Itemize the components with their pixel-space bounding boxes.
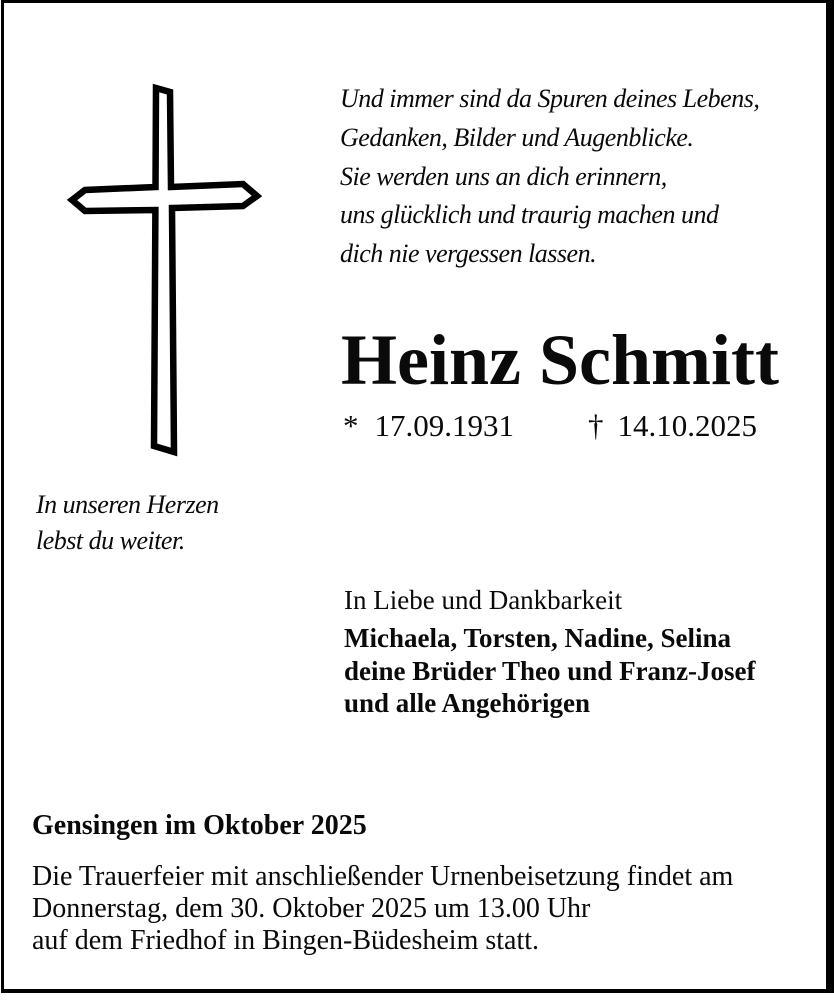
life-dates [343, 407, 757, 445]
memorial-verse [340, 80, 800, 274]
ceremony-details [32, 861, 822, 957]
mourners-line: und alle Angehörigen [344, 688, 591, 718]
memorial-verse-line: Sie werden uns an dich erinnern, [340, 161, 667, 191]
birth-star-symbol: * [343, 408, 359, 443]
mourners-line: deine Brüder Theo und Franz-Josef [344, 655, 756, 686]
memorial-verse-line: Und immer sind da Spuren deines Lebens, [340, 84, 760, 113]
heart-verse-line: lebst du weiter. [36, 526, 185, 555]
place-date-line: Gensingen im Oktober 2025 [32, 810, 367, 841]
mourners-list [344, 622, 814, 720]
death-group [588, 408, 757, 443]
birth-date: 17.09.1931 [374, 408, 514, 443]
death-date: 14.10.2025 [617, 408, 757, 443]
heart-verse-line: In unseren Herzen [36, 490, 219, 519]
memorial-verse-line: Gedanken, Bilder und Augenblicke. [340, 122, 694, 152]
deceased-name: Heinz Schmitt [341, 320, 779, 400]
memorial-verse-line: uns glücklich und traurig machen und [340, 200, 719, 230]
farewell-section [344, 582, 814, 720]
memorial-verse-line: dich nie vergessen lassen. [340, 239, 597, 269]
ceremony-line: Die Trauerfeier mit anschließender Urnenbeisetzung findet am [32, 861, 734, 892]
mourners-line: Michaela, Torsten, Nadine, Selina [344, 623, 732, 653]
farewell-intro: In Liebe und Dankbarkeit [344, 585, 623, 615]
memorial-cross-icon [62, 82, 262, 472]
ceremony-line: auf dem Friedhof in Bingen-Büdesheim statt. [32, 925, 540, 956]
heart-verse [36, 487, 316, 559]
ceremony-line: Donnerstag, dem 30. Oktober 2025 um 13.00 Uhr [32, 893, 591, 924]
death-dagger-icon: † [588, 408, 604, 443]
